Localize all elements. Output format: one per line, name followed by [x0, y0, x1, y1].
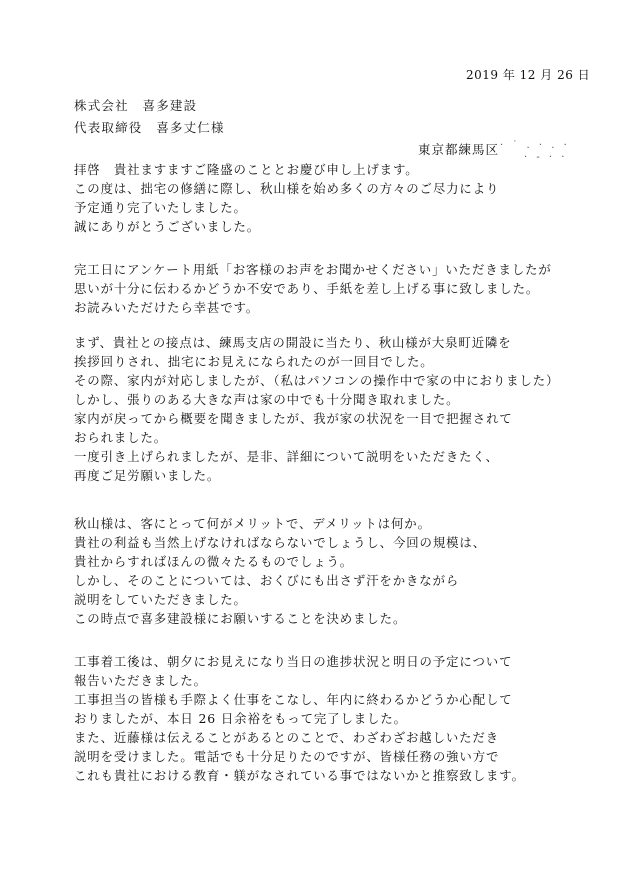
paragraph-first-contact — [74, 333, 574, 485]
sender-address-text: 東京都練馬区 — [418, 142, 500, 157]
text-line: 挨拶回りされ、拙宅にお見えになられたのが一回目でした。 — [74, 354, 434, 369]
text-line: おりましたが、本日 26 日余裕をもって完了しました。 — [74, 711, 407, 726]
paragraph-survey — [74, 260, 574, 317]
text-line: 誠にありがとうございました。 — [74, 219, 261, 234]
paragraph-explanation — [74, 514, 574, 628]
text-line: 説明をしていただきました。 — [74, 592, 247, 607]
text-line: 貴社からすればほんの微々たるものでしょう。 — [74, 554, 354, 569]
text-line: 貴社の利益も当然上げなければならないでしょうし、今回の規模は、 — [74, 535, 487, 550]
redacted-address-mark: · ˙ . · . · — [500, 140, 570, 151]
text-line: 工事着工後は、朝夕にお見えになり当日の進捗状況と明日の予定について — [74, 654, 513, 669]
text-line: 説明を受けました。電話でも十分足りたのですが、皆様任務の強い方で — [74, 749, 500, 764]
text-line: 家内が戻ってから概要を聞きましたが、我が家の状況を一目で把握されて — [74, 411, 513, 426]
text-line: 思いが十分に伝わるかどうか不安であり、手紙を差し上げる事に致しました。 — [74, 281, 540, 296]
recipient-person: 代表取締役 喜多丈仁様 — [74, 120, 225, 135]
text-line: 完工日にアンケート用紙「お客様のお声をお聞かせください」いただきましたが — [74, 262, 552, 277]
paragraph-greeting — [74, 160, 574, 236]
text-line: また、近藤様は伝えることがあるとのことで、わざわざお越しいただき — [74, 730, 500, 745]
text-line: 工事担当の皆様も手際よく仕事をこなし、年内に終わるかどうか心配して — [74, 692, 513, 707]
text-line: しかし、張りのある大きな声は家の中でも十分聞き取れました。 — [74, 392, 460, 407]
text-line: この度は、拙宅の修繕に際し、秋山様を始め多くの方々のご尽力により — [74, 181, 500, 196]
text-line: 拝啓 貴社ますますご隆盛のこととお慶び申し上げます。 — [74, 162, 419, 177]
redacted-address-mark: · ‐ · · — [524, 152, 568, 163]
text-line: 一度引き上げられましたが、是非、詳細について説明をいただきたく、 — [74, 449, 499, 464]
text-line: 再度ご足労願いました。 — [74, 468, 221, 483]
text-line: お読みいただけたら幸甚です。 — [74, 300, 260, 315]
letter-date: 2019 年 12 月 26 日 — [466, 68, 591, 82]
text-line: その際、家内が対応しましたが、（私はパソコンの操作中で家の中におりました） — [74, 373, 560, 388]
text-line: まず、貴社との接点は、練馬支店の開設に当たり、秋山様が大泉町近隣を — [74, 335, 512, 350]
text-line: おられました。 — [74, 430, 168, 445]
text-line: 秋山様は、客にとって何がメリットで、デメリットは何か。 — [74, 516, 431, 531]
recipient-company: 株式会社 喜多建設 — [74, 98, 198, 113]
paragraph-construction — [74, 652, 574, 785]
text-line: しかし、そのことについては、おくびにも出さず汗をかきながら — [74, 573, 460, 588]
text-line: この時点で喜多建設様にお願いすることを決めました。 — [74, 611, 407, 626]
sender-address — [418, 140, 499, 158]
text-line: 予定通り完了いたしました。 — [74, 200, 247, 215]
text-line: 報告いただきました。 — [74, 673, 207, 688]
text-line: これも貴社における教育・躾がなされている事ではないかと推察致します。 — [74, 768, 525, 783]
